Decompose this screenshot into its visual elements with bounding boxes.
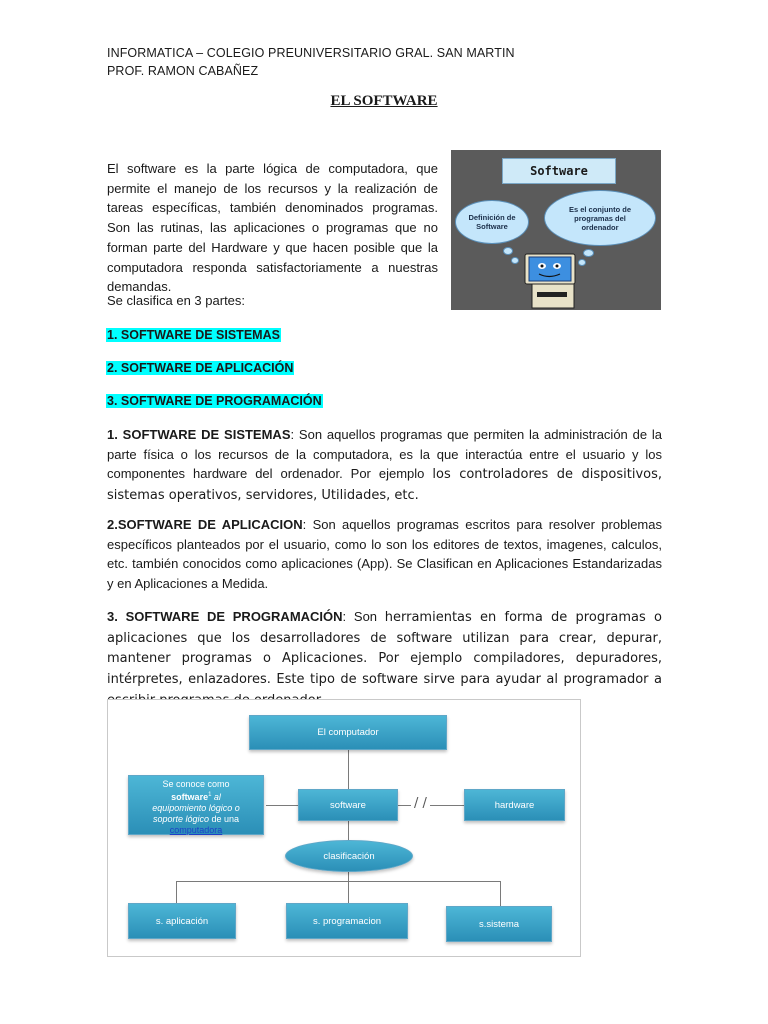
section-sistemas: 1. SOFTWARE DE SISTEMAS: Son aquellos programas que permiten la administración de la parte física o los recursos de la computadora, es la que interactúa entre el usuario y los componentes hardware del ordenador. Por ejemplo los controladores de dispositivos, sistemas operativos, servidores, Utilidades, etc.	[107, 427, 663, 504]
classification-intro: Se clasifica en 3 partes:	[107, 293, 246, 308]
header-institution: INFORMATICA – COLEGIO PREUNIVERSITARIO GRAL. SAN MARTIN	[107, 46, 515, 60]
connector-line	[500, 881, 501, 906]
page-title: EL SOFTWARE	[330, 93, 438, 109]
section-sistemas-title: 1. SOFTWARE DE SISTEMAS	[107, 427, 291, 442]
connector-line	[266, 805, 298, 806]
separator-mark: / /	[411, 796, 430, 811]
connector-line	[348, 881, 349, 903]
computer-character-icon	[517, 250, 587, 310]
definition-note-box: Se conoce como software$^1$ al equipomiento lógico o soporte lógico de una computadora	[128, 775, 264, 835]
cloud-description: Es el conjunto de programas del ordenador	[544, 190, 656, 246]
hardware-box: hardware	[464, 789, 565, 821]
illustration-title-box: Software	[502, 158, 616, 184]
box-programacion: s. programacion	[286, 903, 408, 939]
connector-line	[176, 881, 177, 903]
connector-line	[348, 820, 349, 842]
connector-line	[398, 805, 464, 806]
computadora-link[interactable]: computadora	[169, 825, 223, 835]
section-aplicacion: 2.SOFTWARE DE APLICACION: Son aquellos programas escritos para resolver problemas específicos planteados por el usuario, como lo son los editores de textos, imagenes, calculos, etc. también conocidos como aplicaciones (App). Se Clasifican en Aplicaciones Estandarizadas y en Aplicaciones a Medida.	[107, 517, 662, 592]
box-sistema: s.sistema	[446, 906, 552, 942]
box-aplicacion: s. aplicación	[128, 903, 236, 939]
intro-paragraph: El software es la parte lógica de computadora, que permite el manejo de los recursos y la realización de tareas específicas, también denominados programas. Son las rutinas, las aplicaciones o programas que no forman parte del Hardware y que hacen posible que la computadora responda satisfactoriamente a nuestras demandas.	[107, 161, 438, 295]
connector-line	[348, 750, 349, 790]
thought-bubble	[503, 247, 513, 255]
header-teacher: PROF. RAMON CABAÑEZ	[107, 64, 259, 78]
connector-line	[176, 881, 500, 882]
list-item: 1. SOFTWARE DE SISTEMAS	[107, 328, 280, 342]
section-aplicacion-title: 2.SOFTWARE DE APLICACION	[107, 517, 303, 532]
software-illustration	[451, 150, 661, 310]
software-box: software	[298, 789, 398, 821]
classification-ellipse: clasificación	[285, 840, 413, 872]
computer-box: El computador	[249, 715, 447, 750]
cloud-definition: Definición de Software	[455, 200, 529, 244]
section-programacion-title: 3. SOFTWARE DE PROGRAMACIÓN	[107, 609, 343, 624]
list-item: 3. SOFTWARE DE PROGRAMACIÓN	[107, 394, 322, 408]
list-item: 2. SOFTWARE DE APLICACIÓN	[107, 361, 294, 375]
software-diagram	[107, 699, 581, 957]
section-programacion: 3. SOFTWARE DE PROGRAMACIÓN: Son herramientas en forma de programas o aplicaciones que los desarrolladores de software utilizan para crear, depurar, mantener programas o Aplicaciones. Por ejemplo compiladores, depuradores, intérpretes, enlazadores. Este tipo de software sirve para ayudar al programador a	[107, 609, 662, 688]
